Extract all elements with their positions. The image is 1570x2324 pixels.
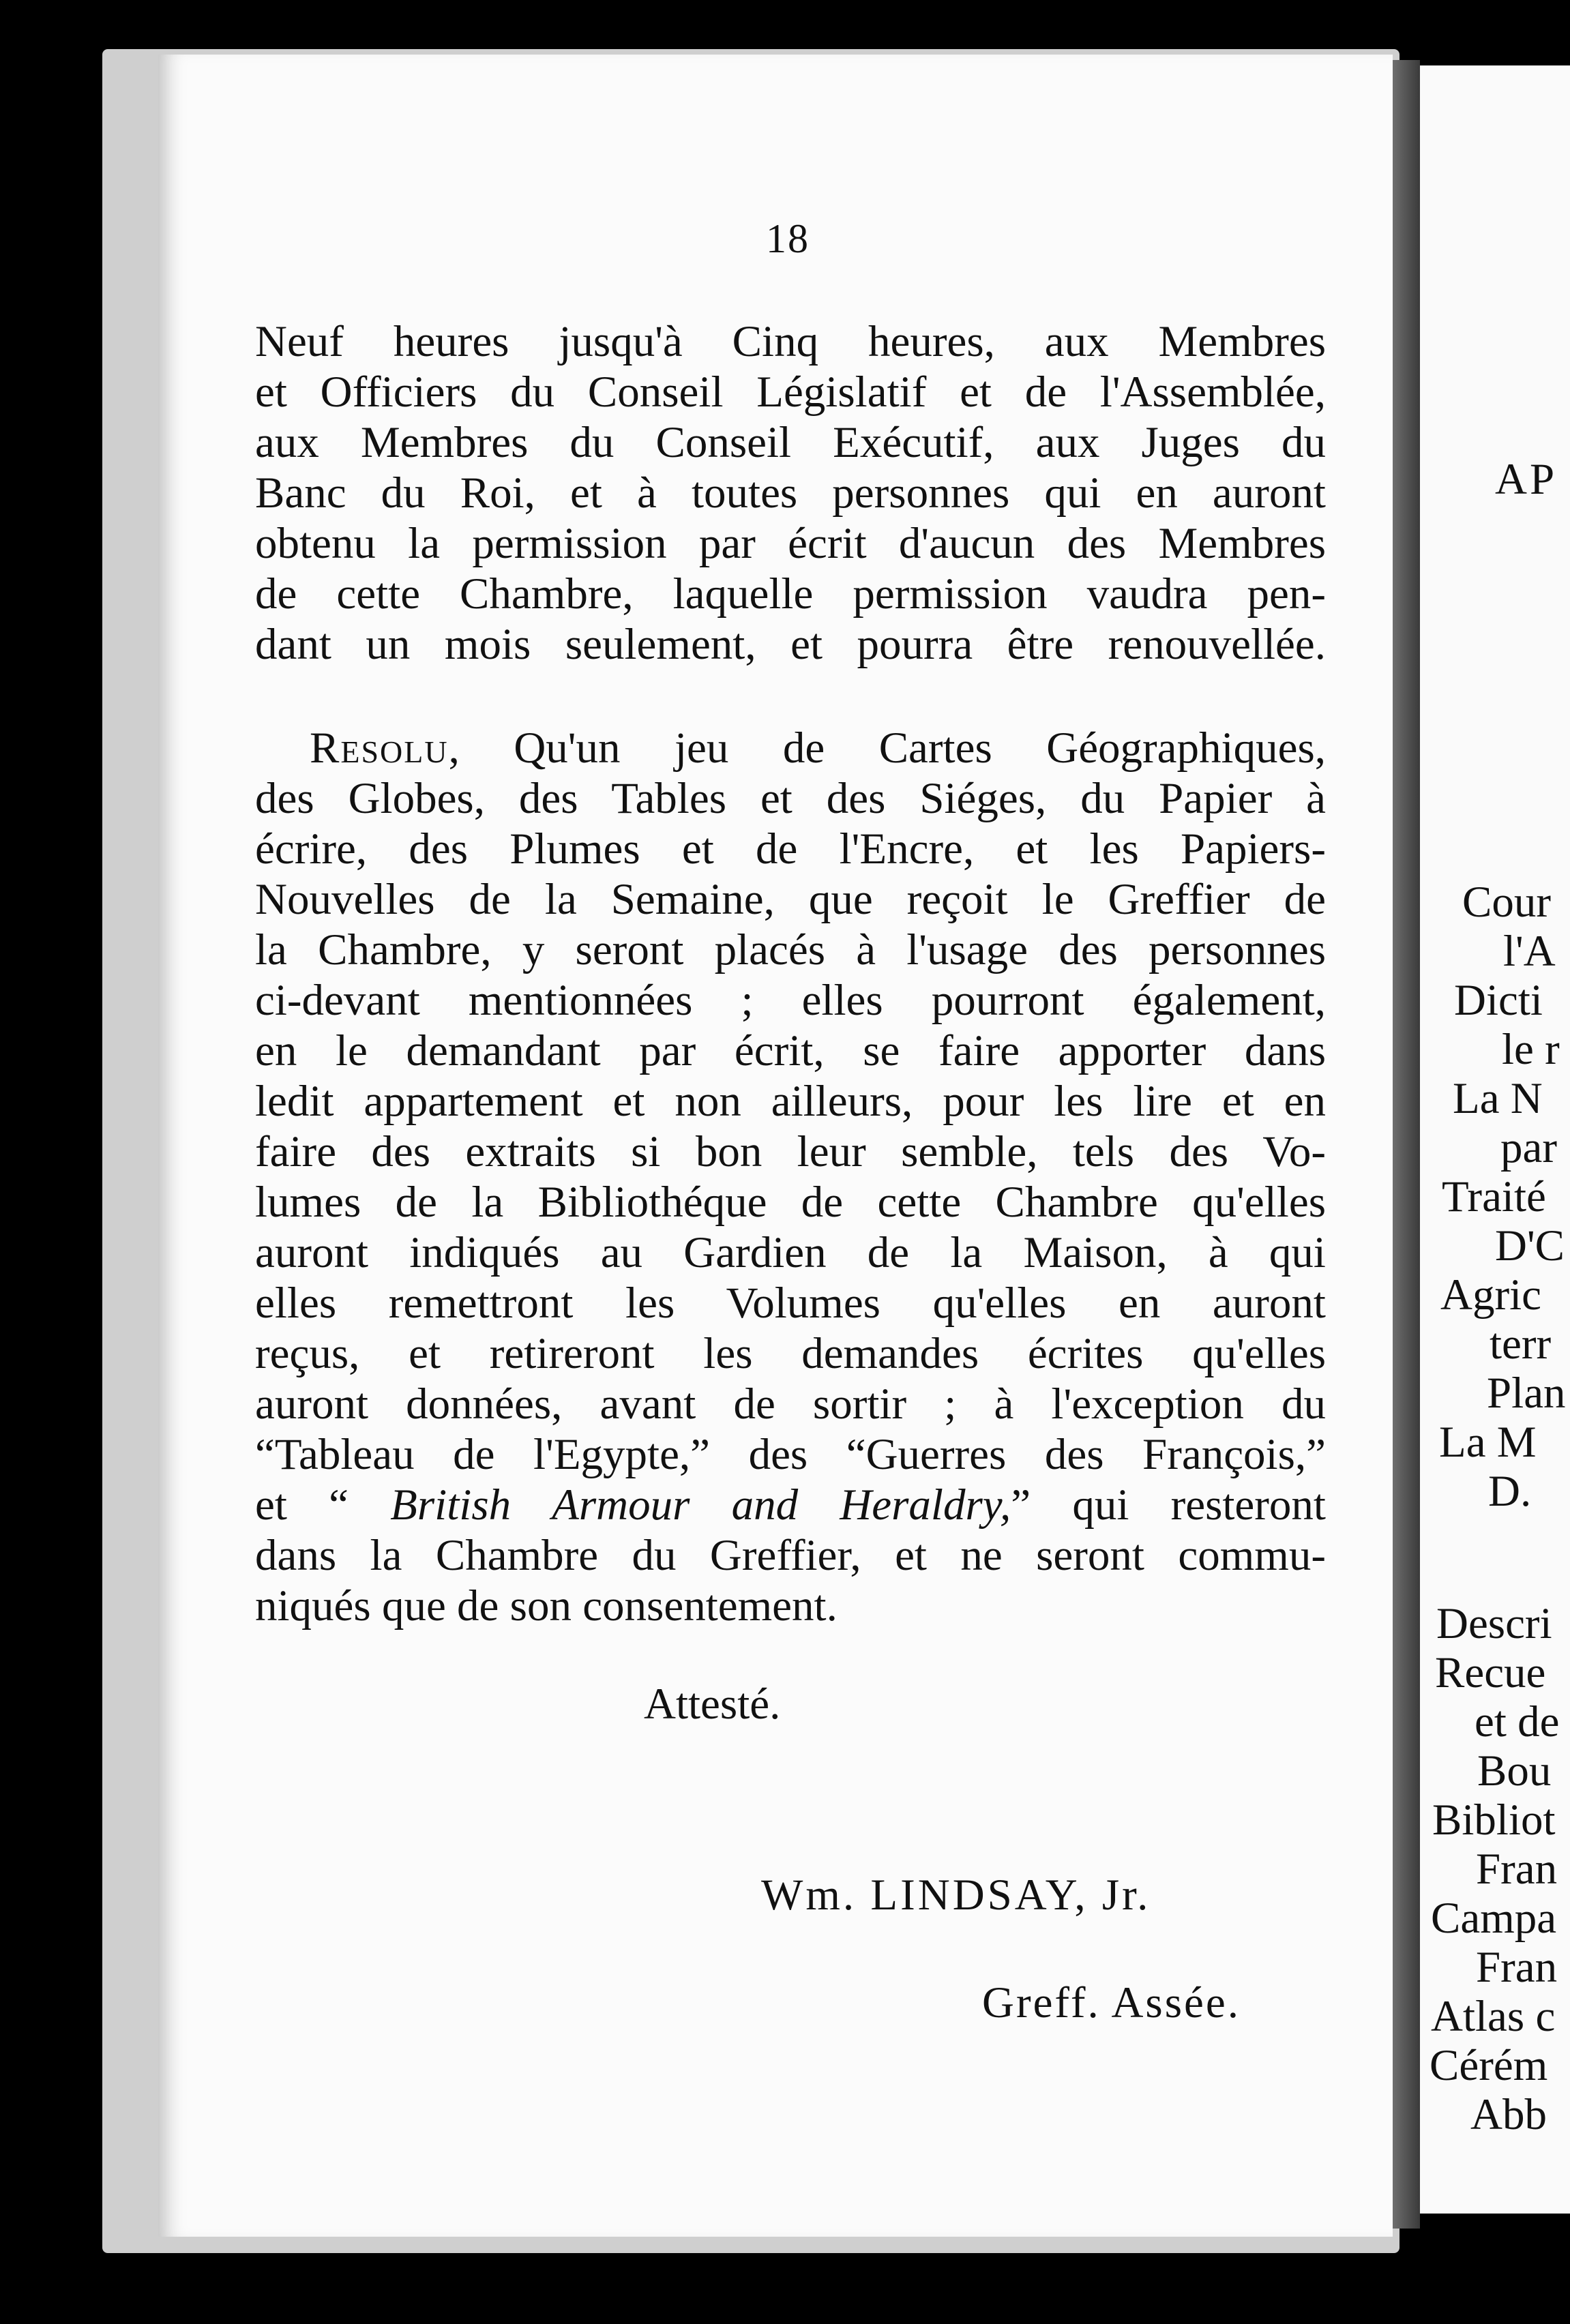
right-page-text: Agric (1440, 1270, 1541, 1320)
right-page-text: La N (1453, 1074, 1543, 1123)
right-page-text: et de (1475, 1697, 1560, 1746)
text-line: des Globes, des Tables et des Siéges, du Papier à (255, 774, 1326, 823)
text-line: “Tableau de l'Egypte,” des “Guerres des François,” (255, 1430, 1326, 1479)
resolu-heading: Resolu (310, 724, 449, 773)
first-line-rest: , Qu'un jeu de Cartes Géographiques, (448, 724, 1326, 773)
text-line: niqués que de son consentement. (255, 1581, 838, 1630)
right-page-text: Plan (1487, 1369, 1566, 1418)
paragraph-1 (255, 316, 1326, 670)
text-line: Nouvelles de la Semaine, que reçoit le Greffier de (255, 875, 1326, 924)
text-line (255, 723, 1326, 773)
text-line: ledit appartement et non ailleurs, pour les lire et en (255, 1077, 1326, 1126)
right-page-text: le r (1502, 1025, 1560, 1074)
text-line: lumes de la Bibliothéque de cette Chambre qu'elles (255, 1178, 1326, 1227)
right-page-text: l'A (1503, 927, 1556, 976)
text-line: elles remettront les Volumes qu'elles en auront (255, 1279, 1326, 1328)
text-line: Neuf heures jusqu'à Cinq heures, aux Membres (255, 317, 1326, 366)
text-line: dant un mois seulement, et pourra être renouvellée. (255, 620, 1326, 669)
text-line: dans la Chambre du Greffier, et ne seront commu- (255, 1531, 1326, 1580)
page-number: 18 (766, 216, 810, 261)
right-page-text: Recue (1435, 1648, 1546, 1697)
right-page-text: par (1500, 1123, 1557, 1172)
text-line: obtenu la permission par écrit d'aucun des Membres (255, 519, 1326, 568)
right-page-text: Descri (1436, 1599, 1552, 1648)
text-line: de cette Chambre, laquelle permission vaudra pen- (255, 569, 1326, 619)
right-page-text: terr (1490, 1320, 1552, 1369)
right-page-text: Fran (1476, 1845, 1558, 1894)
text-line: aux Membres du Conseil Exécutif, aux Juges du (255, 418, 1326, 467)
right-page-text: AP (1495, 455, 1558, 504)
text-line: et Officiers du Conseil Législatif et de l'Assemblée, (255, 368, 1326, 417)
right-page-text: Cérém (1430, 2041, 1548, 2090)
text-line: reçus, et retireront les demandes écrites qu'elles (255, 1329, 1326, 1378)
right-page-text: Cour (1462, 878, 1551, 927)
text-line: auront indiqués au Gardien de la Maison, à qui (255, 1228, 1326, 1277)
right-page-text: Abb (1470, 2090, 1547, 2139)
right-page-text: Bou (1477, 1746, 1552, 1796)
italic-line-suffix: ” qui resteront (1011, 1480, 1326, 1530)
text-line: faire des extraits si bon leur semble, tels des Vo- (255, 1127, 1326, 1176)
text-line: en le demandant par écrit, se faire apporter dans (255, 1026, 1326, 1075)
text-line: Banc du Roi, et à toutes personnes qui en auront (255, 468, 1326, 518)
right-page-text: Dicti (1454, 976, 1543, 1025)
signature: Wm. LINDSAY, Jr. (761, 1871, 1151, 1920)
text-line (255, 1480, 1326, 1530)
text-line: la Chambre, y seront placés à l'usage des personnes (255, 925, 1326, 974)
text-line: écrire, des Plumes et de l'Encre, et les Papiers- (255, 824, 1326, 874)
paragraph-2 (255, 723, 1326, 1631)
text-line: auront données, avant de sortir ; à l'exception du (255, 1380, 1326, 1429)
attest-label: Attesté. (644, 1680, 781, 1729)
text-line: ci-devant mentionnées ; elles pourront également, (255, 976, 1326, 1025)
right-page-text: Campa (1431, 1894, 1557, 1943)
signature-title: Greff. Assée. (982, 1978, 1241, 2027)
right-page-fragment (1420, 65, 1570, 2214)
book-title-italic: British Armour and Heraldry, (390, 1480, 1011, 1530)
italic-line-prefix: et “ (255, 1480, 391, 1530)
right-page-text: Fran (1476, 1943, 1558, 1992)
right-page-text: D'C (1495, 1221, 1565, 1270)
right-page-text: La M (1439, 1418, 1537, 1467)
right-page-text: Bibliot (1432, 1796, 1556, 1845)
right-page-text: Atlas c (1431, 1992, 1556, 2041)
right-page-text: Traité (1442, 1172, 1546, 1221)
right-page-text: D. (1488, 1467, 1532, 1516)
book-gutter (1393, 60, 1420, 2229)
